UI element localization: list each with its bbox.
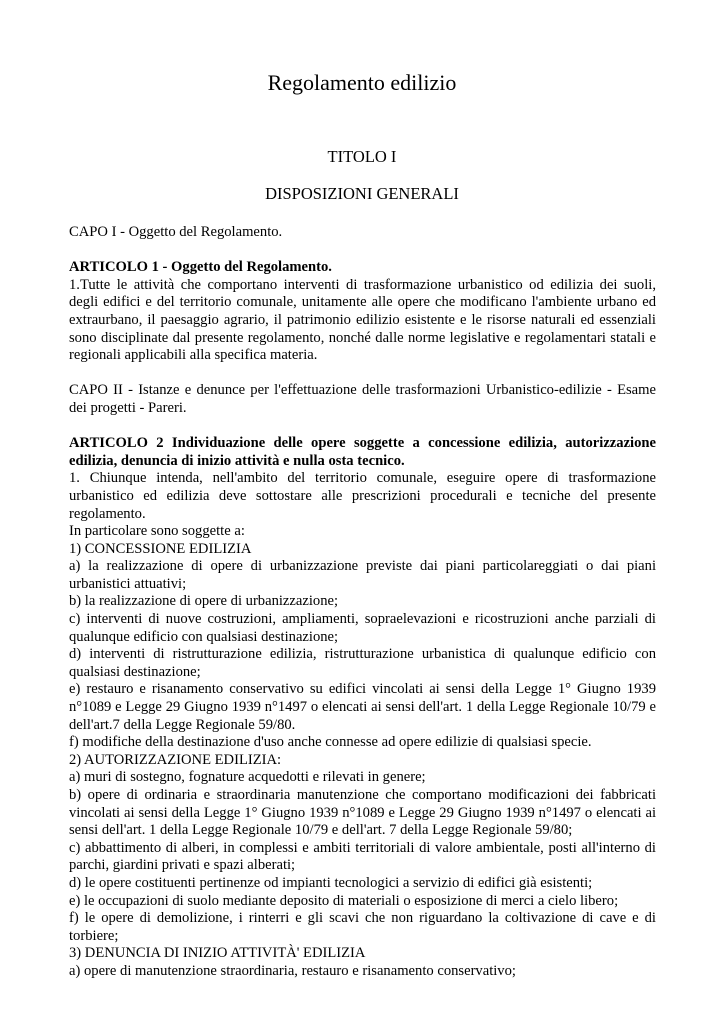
spacer (69, 418, 656, 436)
text-line: 1. Chiunque intenda, nell'ambito del territorio comunale, eseguire opere di trasformazione (69, 470, 656, 487)
text-line: vincolati ai sensi della Legge 1° Giugno 1939 n°1089 e Legge 29 Giugno 1939 n°1497 o elencati ai (69, 804, 656, 821)
document-body (69, 224, 656, 981)
text-line: qualunque edificio con qualsiasi destinazione; (69, 628, 339, 645)
text-line: sono disciplinate dal presente regolamento, nonché dalle norme legislative e regolamentari statali e (69, 329, 656, 346)
text-line: In particolare sono soggette a: (69, 523, 245, 540)
text-line: e) le occupazioni di suolo mediante deposito di materiali o esposizione di merci a cielo libero; (69, 892, 619, 909)
text-line: 1) CONCESSIONE EDILIZIA (69, 540, 252, 557)
capo-2-heading (69, 382, 656, 417)
article-2-text (69, 470, 656, 980)
titolo-heading: TITOLO I (327, 147, 397, 166)
text-line: dei progetti - Pareri. (69, 399, 187, 416)
article-heading: ARTICOLO 1 - Oggetto del Regolamento. (69, 259, 332, 276)
text-line: n°1089 e Legge 29 Giugno 1939 n°1497 o elencati ai sensi dell'art. 1 della Legge Regionale 10/79 e (69, 699, 656, 716)
text-line: ARTICOLO 2 Individuazione delle opere soggette a concessione edilizia, autorizzazione (69, 435, 656, 452)
text-line: d) interventi di ristrutturazione edilizia, ristrutturazione urbanistica di qualunque edificio con (69, 646, 656, 663)
text-line: torbiere; (69, 927, 119, 944)
text-line: 1.Tutte le attività che comportano interventi di trasformazione urbanistico od edilizia dei suoli, (69, 276, 656, 293)
text-line: urbanistico ed edilizia deve sottostare alle prescrizioni procedurali e tecniche del presente (69, 487, 656, 504)
text-line: b) la realizzazione di opere di urbanizzazione; (69, 593, 339, 610)
section-subtitle: DISPOSIZIONI GENERALI (265, 184, 459, 203)
text-line: c) interventi di nuove costruzioni, ampliamenti, sopraelevazioni e ricostruzioni anche parziali di (69, 611, 656, 628)
text-line: regionali applicabili alla specifica materia. (69, 347, 318, 364)
text-line: d) le opere costituenti pertinenze od impianti tecnologici a servizio di edifici già esistenti; (69, 874, 593, 891)
text-line: e) restauro e risanamento conservativo su edifici vincolati ai sensi della Legge 1° Giugno 1939 (69, 681, 656, 698)
text-line: 2) AUTORIZZAZIONE EDILIZIA: (69, 751, 282, 768)
text-line: dell'art.7 della Legge Regionale 59/80. (69, 716, 296, 733)
text-line: edilizia, denuncia di inizio attività e nulla osta tecnico. (69, 452, 405, 469)
article-1-text (69, 277, 656, 365)
text-line: a) muri di sostegno, fognature acquedotti e rilevati in genere; (69, 769, 426, 786)
text-line: urbanistici attuativi; (69, 575, 187, 592)
article-2-heading (69, 435, 656, 470)
text-line: parchi, giardini privati e spazi alberati; (69, 857, 296, 874)
text-line: CAPO II - Istanze e denunce per l'effettuazione delle trasformazioni Urbanistico-edilizie - Esame (69, 382, 656, 399)
text-line: a) la realizzazione di opere di urbanizzazione previste dai piani particolareggiati o dai piani (69, 558, 656, 575)
text-line: regolamento. (69, 505, 146, 522)
text-line: c) abbattimento di alberi, in complessi e ambiti territoriali di valore ambientale, posti all'interno di (69, 839, 656, 856)
text-line: sensi dell'art. 1 della Legge Regionale 10/79 e dell'art. 7 della Legge Regionale 59/80; (69, 822, 573, 839)
text-line: f) modifiche della destinazione d'uso anche connesse ad opere edilizie di qualsiasi specie. (69, 734, 592, 751)
capo-heading: CAPO I - Oggetto del Regolamento. (69, 224, 283, 240)
text-line: 3) DENUNCIA DI INIZIO ATTIVITÀ' EDILIZIA (69, 945, 366, 962)
text-line: qualsiasi destinazione; (69, 663, 201, 680)
text-line: f) le opere di demolizione, i rinterri e gli scavi che non riguardano la coltivazione di cave e di (69, 910, 656, 927)
text-line: b) opere di ordinaria e straordinaria manutenzione che comportano modificazioni dei fabbricati (69, 787, 656, 803)
spacer (69, 242, 656, 260)
text-line: a) opere di manutenzione straordinaria, restauro e risanamento conservativo; (69, 962, 516, 979)
text-line: extraurbano, il paesaggio agrario, il patrimonio edilizio esistente e le risorse naturali ed essenziali (69, 311, 656, 328)
spacer (69, 365, 656, 383)
text-line: degli edifici e del territorio comunale, unitamente alle opere che modificano l'ambiente urbano ed (69, 294, 656, 311)
document-title: Regolamento edilizio (267, 70, 457, 95)
